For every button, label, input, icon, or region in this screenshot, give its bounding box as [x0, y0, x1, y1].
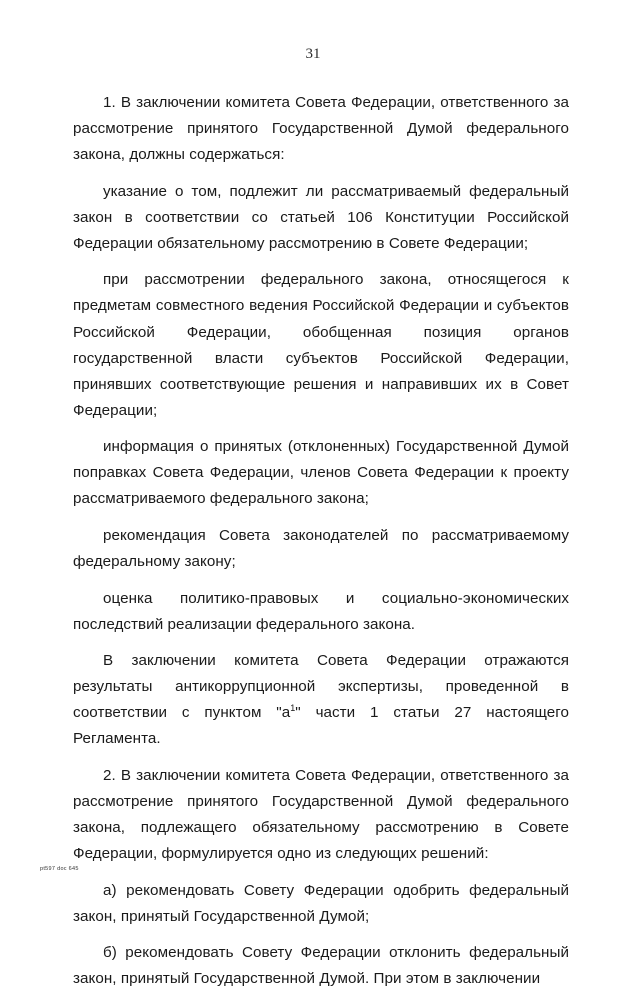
- paragraph-assessment: оценка политико-правовых и социально-экономических последствий реализации федерального закона.: [73, 589, 569, 633]
- anticorruption-text-after: " части 1 статьи 27 настоящего Регламента.: [73, 704, 570, 748]
- document-body: [73, 90, 569, 1003]
- paragraph-2: 2. В заключении комитета Совета Федерации, ответственного за рассмотрение принятого Государственной Думой федерального закона, подлежащего обязательному рассмотрению в Совете Федерации, формулируется одно из следующих решений:: [73, 766, 569, 863]
- paragraph-amendments-info: информация о принятых (отклоненных) Государственной Думой поправках Совета Федерации, членов Совета Федерации к проекту рассматриваемого федерального закона;: [73, 438, 569, 508]
- anticorruption-text-before: В заключении комитета Совета Федерации отражаются результаты антикоррупционной экспертизы, проведенной в соответствии с пунктом "а: [73, 652, 569, 722]
- paragraph-option-b: б) рекомендовать Совету Федерации отклонить федеральный закон, принятый Государственной Думой. При этом в заключении: [73, 944, 569, 988]
- page-number: 31: [305, 46, 321, 62]
- paragraph-anticorruption: [73, 648, 569, 752]
- paragraph-1: 1. В заключении комитета Совета Федерации, ответственного за рассмотрение принятого Государственной Думой федерального закона, должны содержаться:: [73, 94, 569, 164]
- paragraph-indication: указание о том, подлежит ли рассматриваемый федеральный закон в соответствии со статьей 106 Конституции Российской Федерации обязательному рассмотрению в Совете Федерации;: [73, 182, 569, 252]
- paragraph-joint-jurisdiction: при рассмотрении федерального закона, относящегося к предметам совместного ведения Российской Федерации и субъектов Российской Федерации, обобщенная позиция органов государственной власти субъектов Российской Федерации, принявших соответствующие решения и направивших их в Совет Федерации;: [73, 271, 569, 419]
- footer-file-code: pt597 doc 645: [40, 866, 79, 872]
- paragraph-council-recommendation: рекомендация Совета законодателей по рассматриваемому федеральному закону;: [73, 526, 569, 571]
- paragraph-option-a: а) рекомендовать Совету Федерации одобрить федеральный закон, принятый Государственной Думой;: [73, 881, 569, 925]
- superscript-index: 1: [290, 703, 296, 714]
